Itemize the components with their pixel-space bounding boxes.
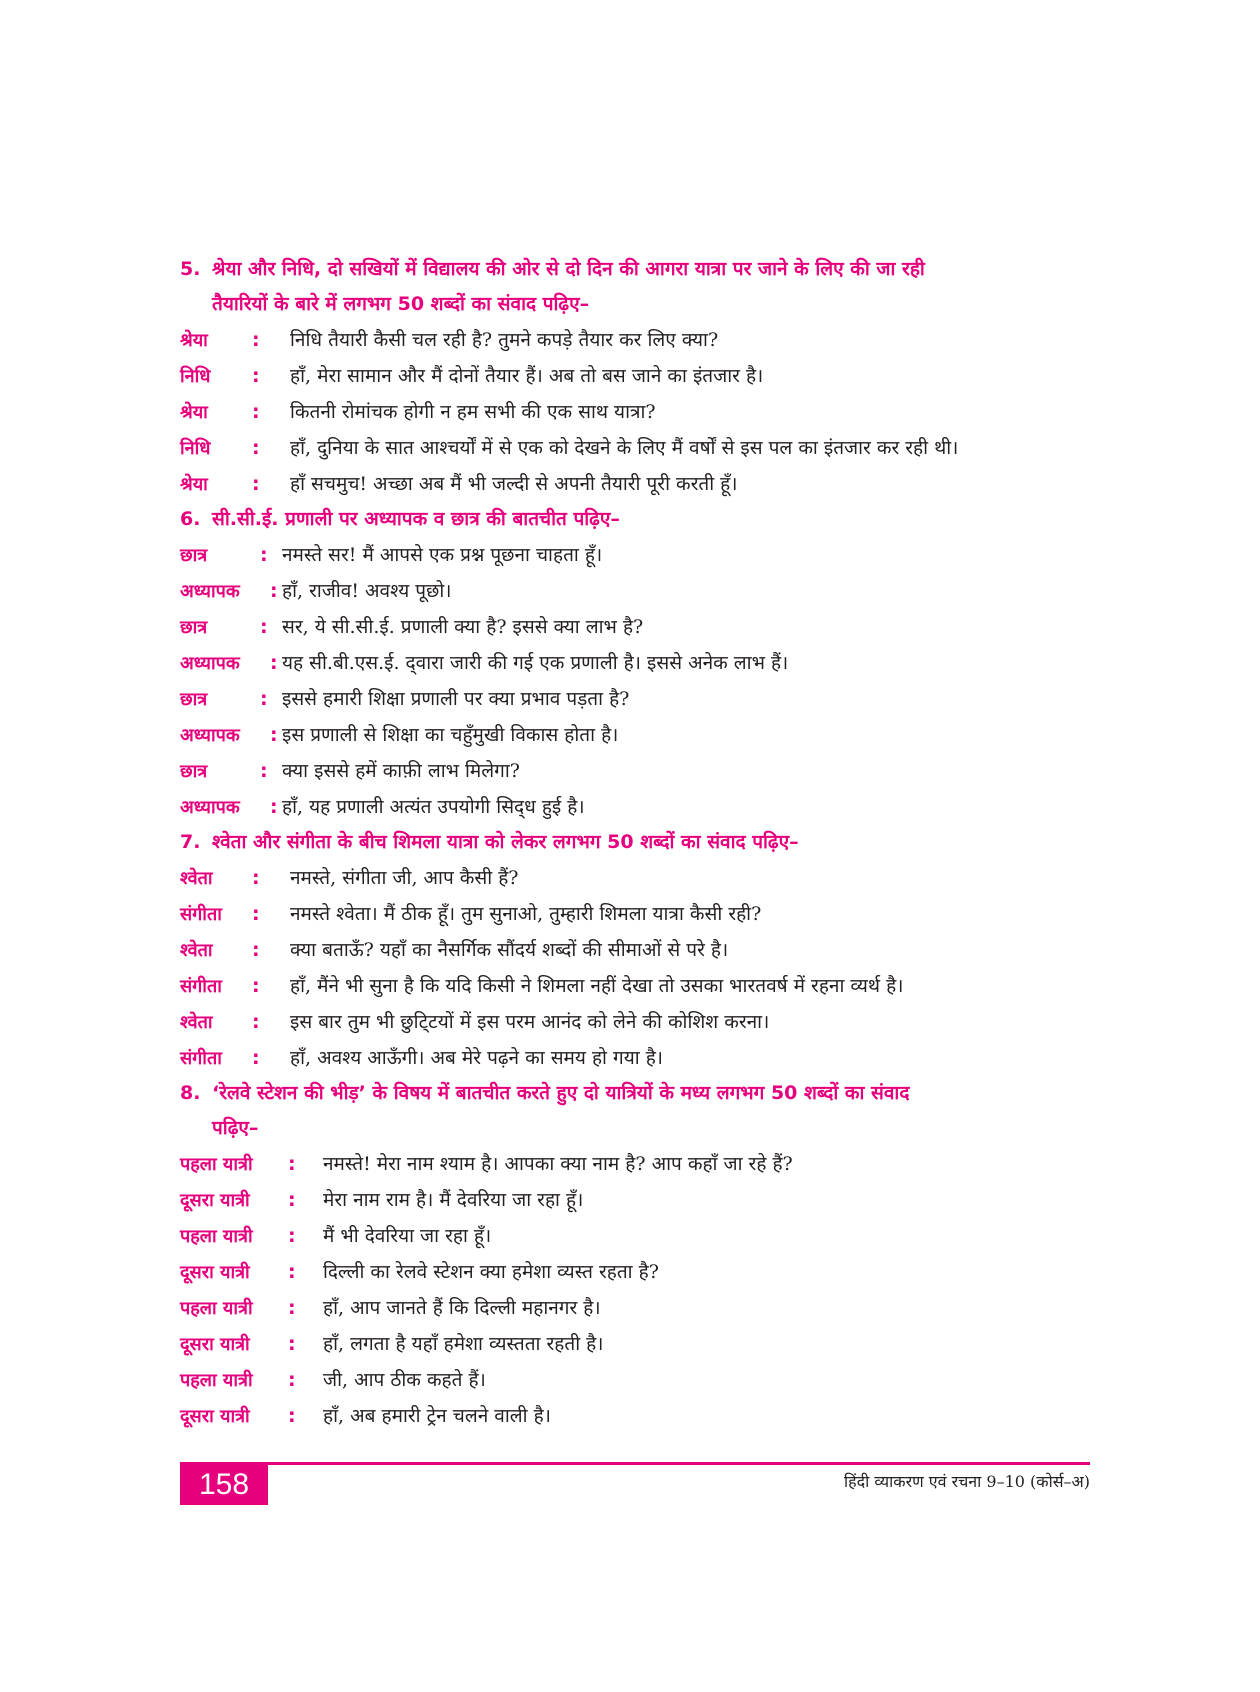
speaker: अध्यापक <box>180 725 240 746</box>
colon: : <box>252 1011 260 1033</box>
speaker: अध्यापक <box>180 653 240 674</box>
colon: : <box>260 616 268 638</box>
question-text-cont: पढ़िए– <box>212 1117 259 1139</box>
dialogue-line <box>180 1326 1090 1362</box>
question-number: 8. <box>180 1082 201 1104</box>
speaker: पहला यात्री <box>180 1154 253 1175</box>
colon: : <box>252 939 260 961</box>
dialogue-line <box>180 1182 1090 1218</box>
dialogue-text: हाँ, मैंने भी सुना है कि यदि किसी ने शिमला नहीं देखा तो उसका भारतवर्ष में रहना व्यर्थ है। <box>290 975 904 997</box>
dialogue-text: हाँ, मेरा सामान और मैं दोनों तैयार हैं। अब तो बस जाने का इंतजार है। <box>290 365 764 387</box>
dialogue-line <box>180 1004 1090 1040</box>
speaker: अध्यापक <box>180 581 240 602</box>
question-text: ‘रेलवे स्टेशन की भीड़’ के विषय में बातचीत करते हुए दो यात्रियों के मध्य लगभग 50 शब्दों का संवाद <box>212 1082 910 1104</box>
colon: : <box>252 365 260 387</box>
speaker: संगीता <box>180 1048 222 1069</box>
colon: : <box>252 401 260 423</box>
speaker: संगीता <box>180 976 222 997</box>
dialogue-line <box>180 860 1090 896</box>
speaker: छात्र <box>180 689 208 710</box>
speaker: निधि <box>180 366 211 387</box>
dialogue-line <box>180 537 1090 573</box>
dialogue-line <box>180 322 1090 358</box>
speaker: पहला यात्री <box>180 1298 253 1319</box>
question-number: 6. <box>180 508 201 530</box>
dialogue-text: हाँ, लगता है यहाँ हमेशा व्यस्तता रहती है। <box>323 1333 604 1355</box>
dialogue-line <box>180 789 1090 825</box>
dialogue-text: मेरा नाम राम है। मैं देवरिया जा रहा हूँ। <box>323 1189 584 1211</box>
dialogue-text: क्या बताऊँ? यहाँ का नैसर्गिक सौंदर्य शब्दों की सीमाओं से परे है। <box>290 939 729 961</box>
dialogue-line <box>180 1290 1090 1326</box>
dialogue-text: कितनी रोमांचक होगी न हम सभी की एक साथ यात्रा? <box>290 401 656 423</box>
book-title: हिंदी व्याकरण एवं रचना 9–10 (कोर्स–अ) <box>844 1472 1090 1491</box>
question-number: 7. <box>180 831 201 853</box>
footer-rule <box>180 1462 1090 1465</box>
dialogue-line <box>180 1218 1090 1254</box>
dialogue-line <box>180 1040 1090 1076</box>
dialogue-text: जी, आप ठीक कहते हैं। <box>323 1369 486 1391</box>
speaker: श्रेया <box>180 402 208 423</box>
speaker: पहला यात्री <box>180 1370 253 1391</box>
colon: : <box>288 1261 296 1283</box>
speaker: श्रेया <box>180 474 208 495</box>
question-text: श्वेता और संगीता के बीच शिमला यात्रा को लेकर लगभग 50 शब्दों का संवाद पढ़िए– <box>212 831 799 853</box>
dialogue-text: क्या इससे हमें काफ़ी लाभ मिलेगा? <box>282 760 520 782</box>
speaker: छात्र <box>180 545 208 566</box>
question-text-cont: तैयारियों के बारे में लगभग 50 शब्दों का संवाद पढ़िए– <box>212 293 590 315</box>
colon: : <box>288 1225 296 1247</box>
dialogue-line <box>180 717 1090 753</box>
colon: : <box>252 473 260 495</box>
dialogue-text: नमस्ते सर! मैं आपसे एक प्रश्न पूछना चाहता हूँ। <box>282 544 603 566</box>
page-number: 158 <box>180 1465 268 1505</box>
dialogue <box>180 537 1090 825</box>
dialogue <box>180 860 1090 1076</box>
question-text: सी.सी.ई. प्रणाली पर अध्यापक व छात्र की बातचीत पढ़िए– <box>212 508 620 530</box>
speaker: दूसरा यात्री <box>180 1334 250 1355</box>
question-heading <box>180 252 1090 322</box>
speaker: दूसरा यात्री <box>180 1406 250 1427</box>
dialogue-line <box>180 430 1090 466</box>
speaker: छात्र <box>180 761 208 782</box>
speaker: निधि <box>180 438 211 459</box>
colon: : <box>288 1153 296 1175</box>
colon: : <box>252 975 260 997</box>
colon: : <box>270 580 278 602</box>
colon: : <box>288 1189 296 1211</box>
page-content <box>180 252 1090 1434</box>
dialogue-text: मैं भी देवरिया जा रहा हूँ। <box>323 1225 492 1247</box>
dialogue-text: इस बार तुम भी छुट्‍टियों में इस परम आनंद को लेने की कोशिश करना। <box>290 1011 770 1033</box>
dialogue-text: हाँ, अब हमारी ट्रेन चलने वाली है। <box>323 1405 551 1427</box>
question-text: श्रेया और निधि, दो सखियों में विद्यालय की ओर से दो दिन की आगरा यात्रा पर जाने के लिए की जा रही <box>212 258 925 280</box>
dialogue-line <box>180 1146 1090 1182</box>
question-7 <box>180 825 1090 1076</box>
dialogue-text: सर, ये सी.सी.ई. प्रणाली क्या है? इससे क्या लाभ है? <box>282 616 644 638</box>
dialogue <box>180 1146 1090 1434</box>
dialogue-line <box>180 1254 1090 1290</box>
dialogue-line <box>180 394 1090 430</box>
question-number: 5. <box>180 258 201 280</box>
dialogue-line <box>180 968 1090 1004</box>
speaker: श्वेता <box>180 1012 213 1033</box>
dialogue-text: यह सी.बी.एस.ई. द्‍वारा जारी की गई एक प्रणाली है। इससे अनेक लाभ हैं। <box>282 652 789 674</box>
colon: : <box>252 437 260 459</box>
colon: : <box>260 760 268 782</box>
dialogue-line <box>180 932 1090 968</box>
colon: : <box>260 688 268 710</box>
dialogue-line <box>180 1362 1090 1398</box>
dialogue-text: नमस्ते! मेरा नाम श्याम है। आपका क्या नाम है? आप कहाँ जा रहे हैं? <box>323 1153 793 1175</box>
colon: : <box>288 1333 296 1355</box>
colon: : <box>270 796 278 818</box>
dialogue-text: निधि तैयारी कैसी चल रही है? तुमने कपड़े तैयार कर लिए क्या? <box>290 329 719 351</box>
dialogue-line <box>180 896 1090 932</box>
dialogue-line <box>180 753 1090 789</box>
speaker: श्वेता <box>180 868 213 889</box>
dialogue-line <box>180 573 1090 609</box>
dialogue-text: हाँ सचमुच! अच्छा अब मैं भी जल्दी से अपनी तैयारी पूरी करती हूँ। <box>290 473 738 495</box>
dialogue-text: हाँ, यह प्रणाली अत्यंत उपयोगी सिद्‍ध हुई है। <box>282 796 585 818</box>
dialogue-text: नमस्ते, संगीता जी, आप कैसी हैं? <box>290 867 519 889</box>
speaker: संगीता <box>180 904 222 925</box>
colon: : <box>288 1405 296 1427</box>
dialogue-text: इस प्रणाली से शिक्षा का चहुँमुखी विकास होता है। <box>282 724 619 746</box>
dialogue-text: हाँ, दुनिया के सात आश्चर्यों में से एक को देखने के लिए मैं वर्षों से इस पल का इंतजार कर रही थी। <box>290 437 959 459</box>
colon: : <box>252 329 260 351</box>
dialogue-text: हाँ, राजीव! अवश्य पूछो। <box>282 580 452 602</box>
dialogue <box>180 322 1090 502</box>
colon: : <box>270 652 278 674</box>
colon: : <box>288 1297 296 1319</box>
colon: : <box>252 1047 260 1069</box>
colon: : <box>260 544 268 566</box>
colon: : <box>270 724 278 746</box>
question-heading <box>180 825 1090 860</box>
dialogue-line <box>180 681 1090 717</box>
speaker: दूसरा यात्री <box>180 1190 250 1211</box>
question-6 <box>180 502 1090 825</box>
dialogue-line <box>180 645 1090 681</box>
speaker: अध्यापक <box>180 797 240 818</box>
dialogue-text: नमस्ते श्वेता। मैं ठीक हूँ। तुम सुनाओ, तुम्हारी शिमला यात्रा कैसी रही? <box>290 903 762 925</box>
speaker: दूसरा यात्री <box>180 1262 250 1283</box>
question-heading <box>180 502 1090 537</box>
dialogue-text: दिल्ली का रेलवे स्टेशन क्या हमेशा व्यस्त रहता है? <box>323 1261 659 1283</box>
dialogue-line <box>180 358 1090 394</box>
question-heading <box>180 1076 1090 1146</box>
dialogue-text: इससे हमारी शिक्षा प्रणाली पर क्या प्रभाव पड़ता है? <box>282 688 630 710</box>
dialogue-line <box>180 609 1090 645</box>
colon: : <box>252 867 260 889</box>
speaker: श्रेया <box>180 330 208 351</box>
dialogue-text: हाँ, आप जानते हैं कि दिल्ली महानगर है। <box>323 1297 601 1319</box>
dialogue-line <box>180 466 1090 502</box>
speaker: पहला यात्री <box>180 1226 253 1247</box>
question-5 <box>180 252 1090 502</box>
colon: : <box>288 1369 296 1391</box>
dialogue-text: हाँ, अवश्य आऊँगी। अब मेरे पढ़ने का समय हो गया है। <box>290 1047 663 1069</box>
dialogue-line <box>180 1398 1090 1434</box>
speaker: छात्र <box>180 617 208 638</box>
question-8 <box>180 1076 1090 1434</box>
speaker: श्वेता <box>180 940 213 961</box>
colon: : <box>252 903 260 925</box>
